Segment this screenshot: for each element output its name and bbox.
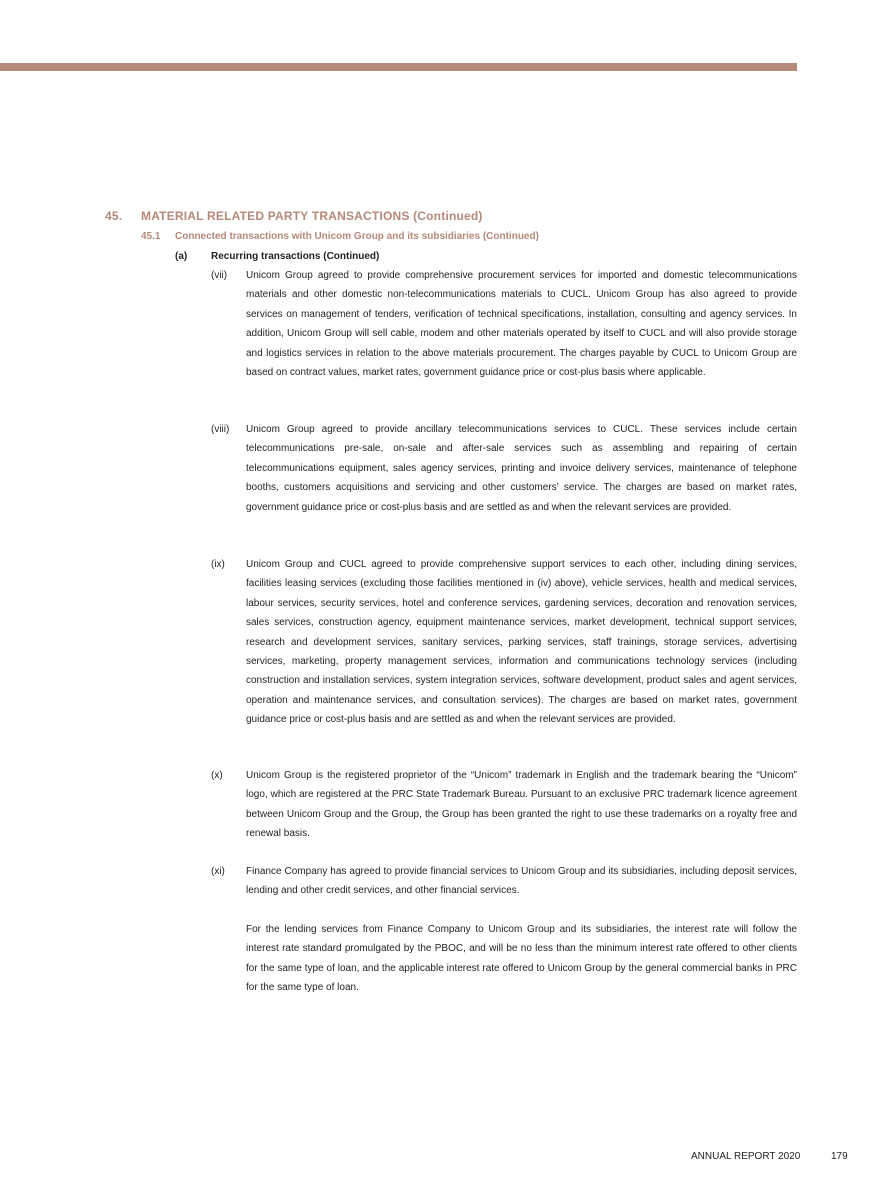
item-paragraph: Unicom Group is the registered proprietor of the “Unicom” trademark in English and the trademark bearing the “Unicom” logo, which are registered at the PRC State Trademark Bureau. Pursuant to an exclusive PRC trademark licence agreement between Unicom Group and the Group, the Group has been granted the right to use these trademarks on a royalty free and renewal basis. (246, 770, 797, 840)
item-marker: (xi) (211, 866, 225, 877)
item-paragraph: Unicom Group agreed to provide ancillary telecommunications services to CUCL. These services include certain telecommunications pre-sale, on-sale and after-sale services such as assembling and repairing of certain telecommunications equipment, sales agency services, printing and invoice delivery services, maintenance of telephone booths, customers acquisitions and servicing and other customers’ service. The charges are based on market rates, government guidance price or cost-plus basis and are settled as and when the relevant services are provided. (246, 424, 797, 513)
sub-subsection-title-text: Recurring transactions (Continued) (211, 251, 380, 262)
header-accent-bar (0, 63, 797, 71)
subsection-number: 45.1 (141, 231, 161, 242)
item-paragraph: Finance Company has agreed to provide financial services to Unicom Group and its subsidiaries, including deposit services, lending and other credit services, and other financial services. (246, 866, 797, 897)
item-paragraph: Unicom Group and CUCL agreed to provide comprehensive support services to each other, including dining services, facilities leasing services (excluding those facilities mentioned in (iv) above), vehicle services, health and medical services, labour services, security services, hotel and conference services, gardening services, decoration and renovation services, sales services, construction agency, equipment maintenance services, market development, technical support services, research and development services, sanitary services, parking services, staff trainings, storage services, advertising services, marketing, property management services, information and communications technology services (including construction and installation services, system integration services, software development, product sales and agent services, operation and maintenance services, and consultation services). The charges are based on market rates, government guidance price or cost-plus basis and are settled as and when the relevant services are provided. (246, 559, 797, 726)
subsection-heading (141, 231, 539, 242)
section-title-text: MATERIAL RELATED PARTY TRANSACTIONS (Continued) (141, 209, 483, 223)
section-number: 45. (105, 209, 123, 223)
item-marker: (vii) (211, 270, 228, 281)
subsection-title-text: Connected transactions with Unicom Group and its subsidiaries (Continued) (175, 231, 539, 242)
item-paragraph: For the lending services from Finance Company to Unicom Group and its subsidiaries, the interest rate will follow the interest rate standard promulgated by the PBOC, and will be no less than the minimum interest rate offered to other clients for the same type of loan, and the applicable interest rate offered to Unicom Group by the general commercial banks in PRC for the same type of loan. (246, 924, 797, 994)
item-paragraph: Unicom Group agreed to provide comprehensive procurement services for imported and domestic telecommunications materials and other domestic non-telecommunications materials to CUCL. Unicom Group has also agreed to provide services on management of tenders, verification of technical specifications, installation, consulting and agency services. In addition, Unicom Group will sell cable, modem and other materials operated by itself to CUCL and will also provide storage and logistics services in relation to the above materials procurement. The charges payable by CUCL to Unicom Group are based on contract values, market rates, government guidance price or cost-plus basis where applicable. (246, 270, 797, 379)
section-heading (105, 209, 483, 223)
item-marker: (viii) (211, 424, 230, 435)
sub-subsection-number: (a) (175, 251, 188, 262)
sub-subsection-heading (175, 251, 379, 262)
footer-report-label: ANNUAL REPORT 2020 (691, 1151, 801, 1162)
item-marker: (x) (211, 770, 223, 781)
item-marker: (ix) (211, 559, 225, 570)
page-number: 179 (831, 1151, 848, 1162)
